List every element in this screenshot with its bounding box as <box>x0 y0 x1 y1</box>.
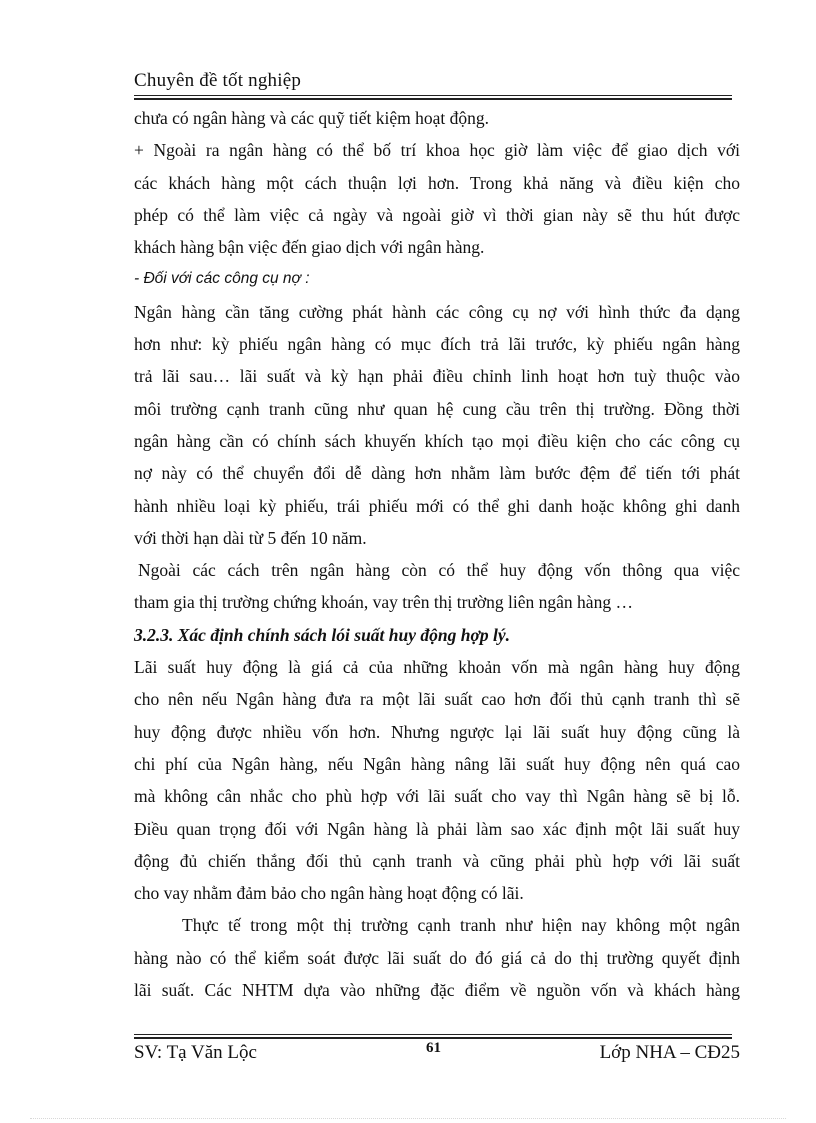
paragraph-line: Ngoài các cách trên ngân hàng còn có thể huy động vốn thông qua việc <box>138 560 740 581</box>
footer-page-number: 61 <box>426 1040 441 1056</box>
subsection-label: - Đối với các công cụ nợ : <box>134 270 310 288</box>
paragraph-line: với thời hạn dài từ 5 đến 10 năm. <box>134 527 367 548</box>
paragraph-line: Lãi suất huy động là giá cả của những khoản vốn mà ngân hàng huy động <box>134 657 740 678</box>
header-rule-top <box>134 95 732 96</box>
paragraph-line: hàng nào có thể kiểm soát được lãi suất do đó giá cả do thị trường quyết định <box>134 947 740 968</box>
paragraph-line: môi trường cạnh tranh cũng như quan hệ cung cầu trên thị trường. Đồng thời <box>134 398 740 419</box>
header-rule-bottom <box>134 98 732 100</box>
paragraph-line: tham gia thị trường chứng khoán, vay trên thị trường liên ngân hàng … <box>134 592 633 613</box>
paragraph-line: cho nên nếu Ngân hàng đưa ra một lãi suất cao hơn đối thủ cạnh tranh thì sẽ <box>134 689 740 710</box>
page-bottom-dotted-line <box>30 1118 786 1119</box>
paragraph-line: cho vay nhằm đảm bảo cho ngân hàng hoạt động có lãi. <box>134 883 524 904</box>
paragraph-line: Thực tế trong một thị trường cạnh tranh như hiện nay không một ngân <box>182 915 740 936</box>
paragraph-line: + Ngoài ra ngân hàng có thể bố trí khoa học giờ làm việc để giao dịch với <box>134 140 740 161</box>
footer-student-name: SV: Tạ Văn Lộc <box>134 1042 257 1063</box>
footer-class-label: Lớp NHA – CĐ25 <box>599 1042 740 1063</box>
paragraph-line: Điều quan trọng đối với Ngân hàng là phải làm sao xác định một lãi suất huy <box>134 818 740 839</box>
section-heading: 3.2.3. Xác định chính sách lói suất huy động hợp lý. <box>134 624 511 645</box>
paragraph-line: các khách hàng một cách thuận lợi hơn. Trong khả năng và điều kiện cho <box>134 172 740 193</box>
footer-rule-bottom <box>134 1037 732 1039</box>
paragraph-line: chi phí của Ngân hàng, nếu Ngân hàng nâng lãi suất huy động nên quá cao <box>134 753 740 774</box>
paragraph-line: ngân hàng cần có chính sách khuyến khích tạo mọi điều kiện cho các công cụ <box>134 430 740 451</box>
paragraph-line: mà không cân nhắc cho phù hợp với lãi suất cho vay thì Ngân hàng sẽ bị lỗ. <box>134 786 740 807</box>
footer-rule-top <box>134 1034 732 1035</box>
paragraph-line: nợ này có thể chuyển đổi dễ dàng hơn nhằm làm bước đệm để tiến tới phát <box>134 463 740 484</box>
paragraph-line: khách hàng bận việc đến giao dịch với ngân hàng. <box>134 237 485 258</box>
paragraph-line: chưa có ngân hàng và các quỹ tiết kiệm hoạt động. <box>134 108 489 128</box>
paragraph-line: hành nhiều loại kỳ phiếu, trái phiếu mới có thể ghi danh hoặc không ghi danh <box>134 495 740 516</box>
paragraph-line: hơn như: kỳ phiếu ngân hàng có mục đích trả lãi trước, kỳ phiếu ngân hàng <box>134 334 740 355</box>
paragraph-line: trả lãi sau… lãi suất và kỳ hạn phải điều chỉnh linh hoạt hơn tuỳ thuộc vào <box>134 366 740 387</box>
document-body <box>134 102 740 1006</box>
paragraph-line: Ngân hàng cần tăng cường phát hành các công cụ nợ với hình thức đa dạng <box>134 301 740 322</box>
document-header-title: Chuyên đề tốt nghiệp <box>134 70 302 91</box>
paragraph-line: động đủ chiến thắng đối thủ cạnh tranh và cũng phải phù hợp với lãi suất <box>134 850 740 871</box>
document-footer <box>134 1042 740 1066</box>
paragraph-line: phép có thể làm việc cả ngày và ngoài giờ vì thời gian này sẽ thu hút được <box>134 204 740 225</box>
paragraph-line: huy động được nhiều vốn hơn. Nhưng ngược lại lãi suất huy động cũng là <box>134 721 740 742</box>
paragraph-line: lãi suất. Các NHTM dựa vào những đặc điểm về nguồn vốn và khách hàng <box>134 980 740 1001</box>
